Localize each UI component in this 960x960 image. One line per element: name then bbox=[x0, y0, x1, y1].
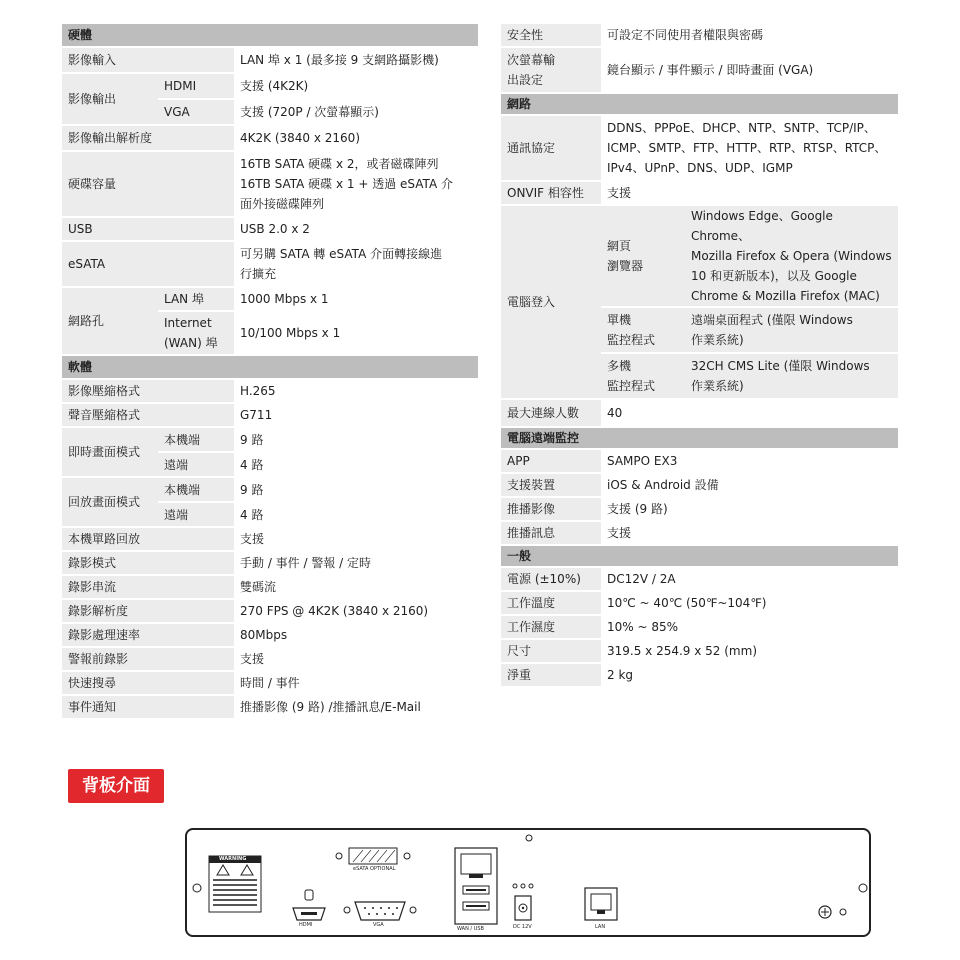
spec-row: 遠端 4 路 bbox=[62, 452, 478, 477]
spec-row: Internet (WAN) 埠 10/100 Mbps x 1 bbox=[62, 311, 478, 355]
rear-panel-diagram bbox=[185, 828, 871, 937]
spec-row: 電腦登入 網頁 瀏覽器 Windows Edge、Google Chrome、 Mozilla Firefox & Opera (Windows 10 和更新版本)，以及 Google Chrome & Mozilla Firefox (MAC) bbox=[501, 205, 898, 307]
screw-icon bbox=[526, 835, 532, 841]
mounting-hole-icon bbox=[193, 884, 201, 892]
spec-row: 尺寸 319.5 x 254.9 x 52 (mm) bbox=[501, 639, 898, 663]
spec-row: 本機單路回放 支援 bbox=[62, 527, 478, 551]
network-general-spec-table bbox=[501, 22, 898, 688]
spec-row: 電源 (±10%) DC12V / 2A bbox=[501, 567, 898, 591]
spec-row: 錄影模式 手動 / 事件 / 警報 / 定時 bbox=[62, 551, 478, 575]
spec-row: USB USB 2.0 x 2 bbox=[62, 217, 478, 241]
wan-usb-label: WAN / USB bbox=[457, 926, 484, 932]
esata-label: eSATA OPTIONAL bbox=[353, 866, 396, 872]
spec-row: 遠端 4 路 bbox=[62, 502, 478, 527]
spec-row: 推播訊息 支援 bbox=[501, 521, 898, 545]
spec-row: eSATA 可另購 SATA 轉 eSATA 介面轉接線進 行擴充 bbox=[62, 241, 478, 287]
spec-row: 安全性 可設定不同使用者權限與密碼 bbox=[501, 23, 898, 47]
rear-panel-drawing bbox=[187, 830, 873, 939]
lan-port-icon bbox=[585, 888, 617, 920]
hardware-software-spec-table bbox=[62, 22, 478, 720]
spec-row: 次螢幕輸 出設定 鏡台顯示 / 事件顯示 / 即時畫面 (VGA) bbox=[501, 47, 898, 93]
lan-label: LAN bbox=[595, 924, 606, 930]
spec-row: 聲音壓縮格式 G711 bbox=[62, 403, 478, 427]
section-header-software: 軟體 bbox=[62, 355, 478, 379]
spec-row: 即時畫面模式 本機端 9 路 bbox=[62, 427, 478, 452]
spec-row: 錄影串流 雙碼流 bbox=[62, 575, 478, 599]
spec-row: 影像壓縮格式 H.265 bbox=[62, 379, 478, 403]
vga-port-icon bbox=[344, 902, 416, 920]
spec-row: APP SAMPO EX3 bbox=[501, 449, 898, 473]
warning-label-text: WARNING bbox=[219, 856, 247, 862]
spec-row: 快速搜尋 時間 / 事件 bbox=[62, 671, 478, 695]
spec-row: 網路孔 LAN 埠 1000 Mbps x 1 bbox=[62, 287, 478, 311]
warning-label-icon bbox=[209, 856, 261, 912]
spec-row: 工作濕度 10% ~ 85% bbox=[501, 615, 898, 639]
hdmi-label: HDMI bbox=[299, 922, 313, 928]
spec-row: 工作溫度 10℃ ~ 40℃ (50℉~104℉) bbox=[501, 591, 898, 615]
spec-row: 警報前錄影 支援 bbox=[62, 647, 478, 671]
ground-terminal-icon bbox=[819, 906, 846, 918]
esata-port-icon bbox=[336, 848, 410, 864]
spec-row: VGA 支援 (720P / 次螢幕顯示) bbox=[62, 99, 478, 125]
spec-row: 影像輸入 LAN 埠 x 1 (最多接 9 支網路攝影機) bbox=[62, 47, 478, 73]
section-header-remote: 電腦遠端監控 bbox=[501, 427, 898, 449]
spec-row: 事件通知 推播影像 (9 路) /推播訊息/E-Mail bbox=[62, 695, 478, 719]
spec-row: 推播影像 支援 (9 路) bbox=[501, 497, 898, 521]
rear-panel-title: 背板介面 bbox=[68, 769, 164, 803]
spec-row: 錄影解析度 270 FPS @ 4K2K (3840 x 2160) bbox=[62, 599, 478, 623]
spec-row: 多機 監控程式 32CH CMS Lite (僅限 Windows 作業系統) bbox=[501, 353, 898, 399]
wan-usb-port-icon bbox=[455, 848, 497, 924]
spec-row: 最大連線人數 40 bbox=[501, 399, 898, 427]
spec-row: 回放畫面模式 本機端 9 路 bbox=[62, 477, 478, 502]
spec-row: 淨重 2 kg bbox=[501, 663, 898, 687]
spec-row: ONVIF 相容性 支援 bbox=[501, 181, 898, 205]
spec-row: 單機 監控程式 遠端桌面程式 (僅限 Windows 作業系統) bbox=[501, 307, 898, 353]
section-header-hardware: 硬體 bbox=[62, 23, 478, 47]
spec-row: 支援裝置 iOS & Android 設備 bbox=[501, 473, 898, 497]
mounting-hole-icon bbox=[859, 884, 867, 892]
section-header-network: 網路 bbox=[501, 93, 898, 115]
spec-row: 影像輸出解析度 4K2K (3840 x 2160) bbox=[62, 125, 478, 151]
spec-row: 通訊協定 DDNS、PPPoE、DHCP、NTP、SNTP、TCP/IP、 ICMP、SMTP、FTP、HTTP、RTP、RTSP、RTCP、 IPv4、UPnP、DNS、UDP、IGMP bbox=[501, 115, 898, 181]
vga-label: VGA bbox=[373, 922, 384, 928]
dc-power-port-icon bbox=[513, 884, 533, 920]
spec-row: 硬碟容量 16TB SATA 硬碟 x 2，或者磁碟陣列 16TB SATA 硬碟 x 1 + 透過 eSATA 介 面外接磁碟陣列 bbox=[62, 151, 478, 217]
dc-label: DC 12V bbox=[513, 924, 532, 930]
spec-row: 錄影處理速率 80Mbps bbox=[62, 623, 478, 647]
hdmi-port-icon bbox=[293, 890, 325, 920]
section-header-general: 一般 bbox=[501, 545, 898, 567]
spec-row: 影像輸出 HDMI 支援 (4K2K) bbox=[62, 73, 478, 99]
